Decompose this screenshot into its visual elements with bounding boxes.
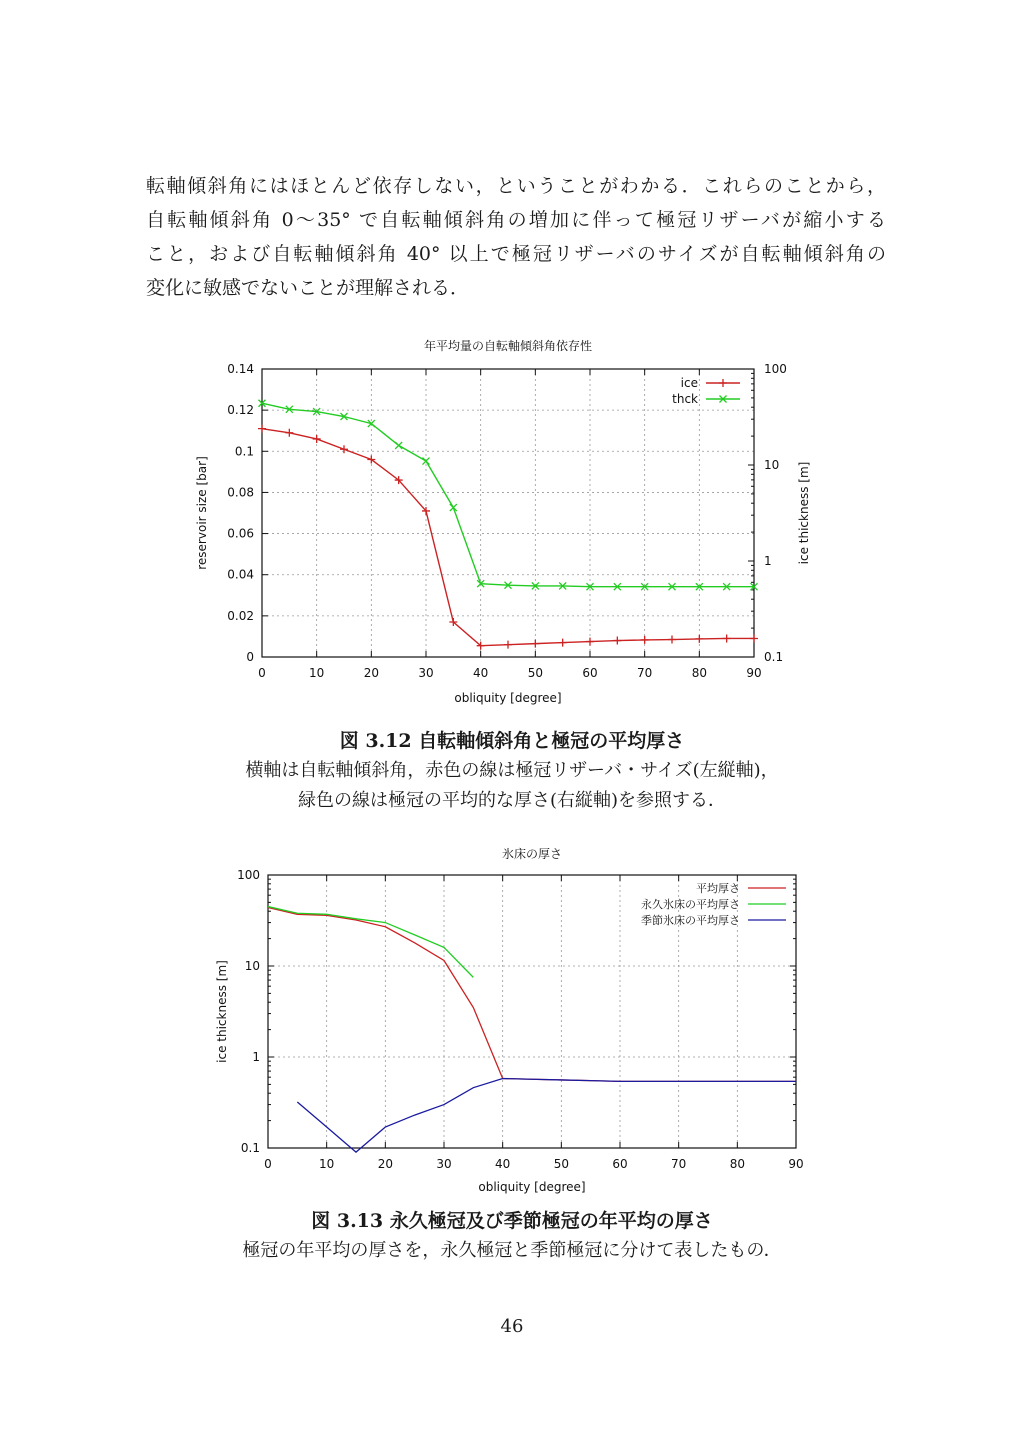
- chart-ice-sheet-thickness: [180, 838, 820, 1200]
- y-tick-label: 0.1: [240, 1141, 260, 1155]
- x-tick-label: 20: [363, 666, 379, 680]
- x-tick-label: 0: [258, 666, 266, 680]
- data-point: [723, 634, 731, 642]
- y-tick-label: 0.08: [227, 485, 254, 500]
- x-tick-label: 10: [309, 666, 325, 680]
- legend-label: thck: [672, 392, 698, 406]
- data-point: [285, 429, 293, 437]
- x-tick-label: 60: [612, 1157, 628, 1171]
- series-line-ice: [262, 429, 754, 646]
- y2-axis-label: ice thickness [m]: [797, 461, 811, 565]
- data-point: [750, 634, 758, 642]
- data-point: [504, 641, 512, 649]
- x-tick-label: 20: [377, 1157, 393, 1171]
- plot-frame: [262, 369, 754, 657]
- data-point: [258, 425, 266, 433]
- x-axis-label: obliquity [degree]: [454, 691, 562, 705]
- figure-ice-sheet-thickness: [180, 838, 820, 1204]
- x-tick-label: 50: [553, 1157, 569, 1171]
- x-tick-label: 80: [691, 666, 707, 680]
- figure2-caption: [0, 1206, 1024, 1266]
- x-tick-label: 30: [418, 666, 434, 680]
- data-point: [423, 458, 430, 465]
- page-number: 46: [500, 1316, 524, 1337]
- y2-tick-label: 100: [764, 362, 787, 376]
- data-point: [695, 635, 703, 643]
- data-point: [719, 379, 727, 387]
- x-tick-label: 90: [788, 1157, 804, 1171]
- data-point: [559, 639, 567, 647]
- figure-obliquity-dependence: [180, 328, 820, 712]
- y-tick-label: 0.14: [227, 362, 254, 376]
- figure1-caption-line: 緑色の線は極冠の平均的な厚さ(右縦軸)を参照する．: [297, 790, 727, 811]
- legend-label: 平均厚さ: [696, 882, 740, 895]
- figure1-caption: [0, 726, 1024, 816]
- figure1-caption-title: 図 3.12 自転軸傾斜角と極冠の平均厚さ: [339, 730, 685, 752]
- figure2-caption-line: 極冠の年平均の厚さを，永久極冠と季節極冠に分けて表したもの．: [242, 1240, 782, 1261]
- intro-paragraph: [146, 169, 886, 305]
- x-tick-label: 40: [473, 666, 489, 680]
- x-tick-label: 90: [746, 666, 762, 680]
- legend-label: 季節氷床の平均厚さ: [641, 914, 740, 927]
- x-tick-label: 70: [637, 666, 653, 680]
- y-axis-label: reservoir size [bar]: [195, 456, 209, 570]
- y2-tick-label: 1: [764, 554, 772, 568]
- data-point: [586, 638, 594, 646]
- legend-label: 永久氷床の平均厚さ: [641, 898, 740, 911]
- x-tick-label: 70: [671, 1157, 687, 1171]
- x-tick-label: 10: [319, 1157, 335, 1171]
- chart-title: 氷床の厚さ: [501, 847, 563, 861]
- data-point: [531, 640, 539, 648]
- y-tick-label: 0.1: [234, 444, 254, 459]
- y-tick-label: 0.02: [227, 608, 254, 623]
- x-tick-label: 30: [436, 1157, 452, 1171]
- x-tick-label: 40: [495, 1157, 511, 1171]
- y-tick-label: 10: [244, 959, 260, 973]
- x-tick-label: 60: [582, 666, 598, 680]
- series-line-thck: [262, 403, 754, 586]
- intro-line: 変化に敏感でないことが理解される．: [146, 277, 470, 299]
- data-point: [613, 637, 621, 645]
- y-tick-label: 1: [252, 1050, 260, 1064]
- y-tick-label: 0.06: [227, 526, 254, 541]
- y-tick-label: 100: [237, 868, 260, 882]
- x-tick-label: 50: [527, 666, 543, 680]
- intro-line: 自転軸傾斜角 0〜35° で自転軸傾斜角の増加に伴って極冠リザーバが縮小する: [146, 209, 886, 231]
- y-tick-label: 0.04: [227, 567, 254, 582]
- data-point: [340, 445, 348, 453]
- figure1-caption-line: 横軸は自転軸傾斜角，赤色の線は極冠リザーバ・サイズ(左縦軸)，: [245, 760, 779, 781]
- y-tick-label: 0.12: [227, 403, 254, 418]
- data-point: [395, 442, 402, 449]
- data-point: [313, 435, 321, 443]
- figure2-caption-title: 図 3.13 永久極冠及び季節極冠の年平均の厚さ: [311, 1210, 713, 1232]
- chart-obliquity-dependence: [180, 328, 820, 708]
- y2-tick-label: 0.1: [764, 650, 784, 664]
- data-point: [641, 636, 649, 644]
- y2-tick-label: 10: [764, 458, 780, 472]
- x-tick-label: 80: [729, 1157, 745, 1171]
- intro-line: 転軸傾斜角にはほとんど依存しない，ということがわかる．これらのことから，: [146, 175, 886, 197]
- data-point: [668, 636, 676, 644]
- x-axis-label: obliquity [degree]: [478, 1180, 586, 1194]
- legend-label: ice: [680, 376, 698, 390]
- series-line: [268, 907, 796, 1081]
- data-point: [450, 504, 457, 511]
- chart-title: 年平均量の自転軸傾斜角依存性: [423, 339, 593, 353]
- series-line: [297, 1079, 796, 1153]
- intro-line: こと，および自転軸傾斜角 40° 以上で極冠リザーバのサイズが自転軸傾斜角の: [146, 243, 886, 265]
- series-line: [268, 907, 473, 978]
- y-axis-label: ice thickness [m]: [215, 960, 229, 1063]
- y-tick-label: 0: [246, 650, 254, 664]
- x-tick-label: 0: [264, 1157, 272, 1171]
